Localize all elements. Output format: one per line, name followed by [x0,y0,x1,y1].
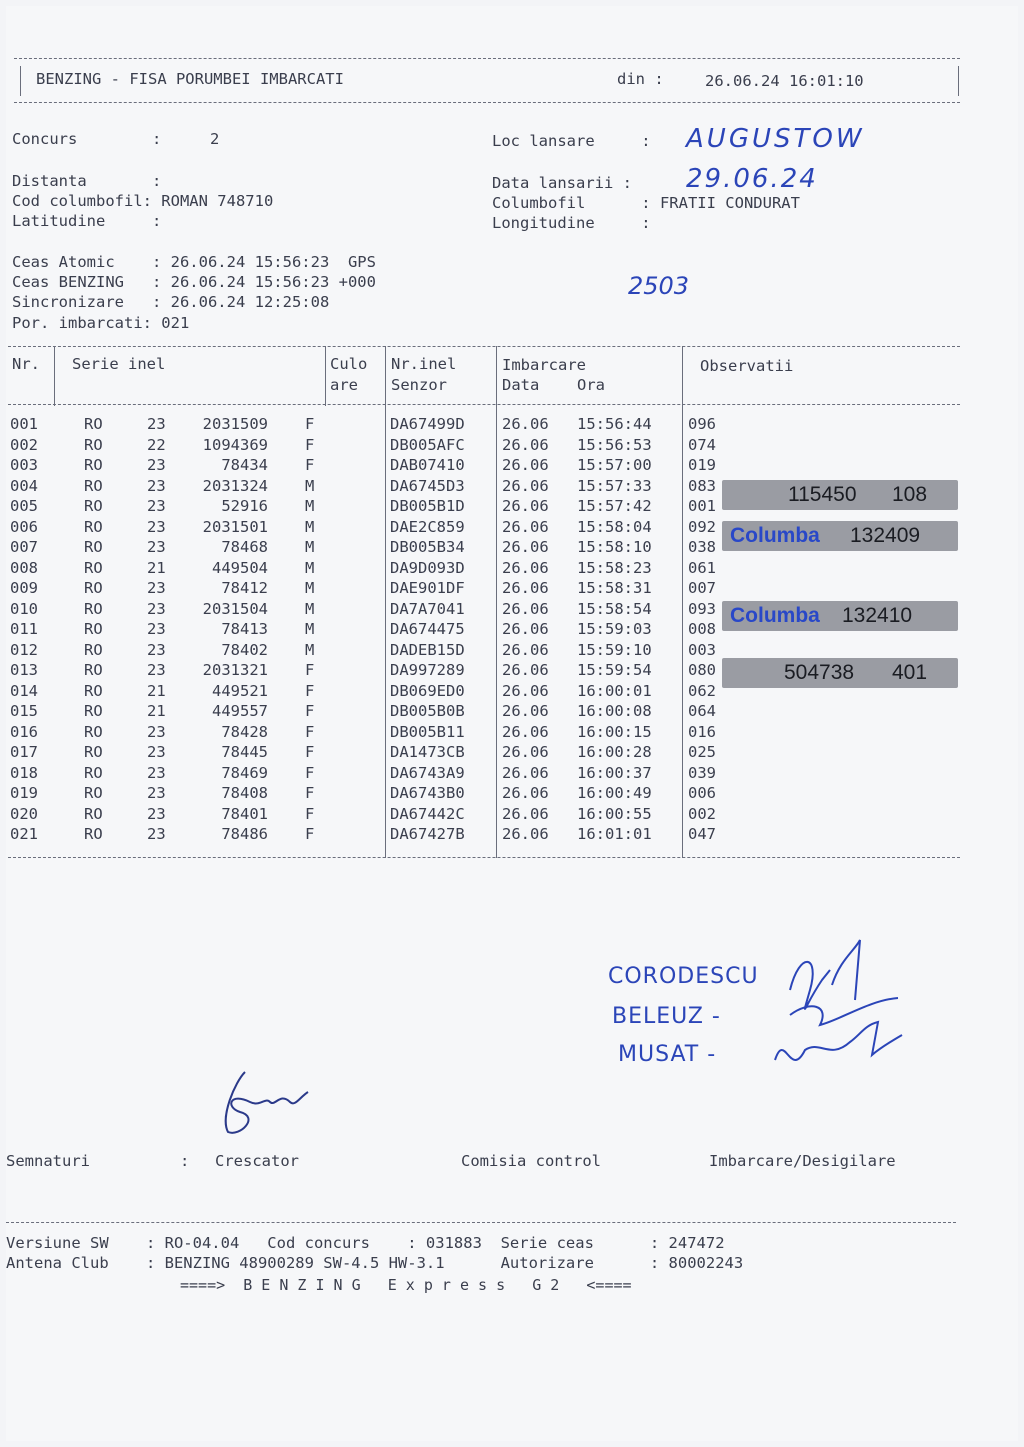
cell-senzor: DA67427B [390,825,465,843]
crescator-label: Crescator [215,1152,299,1170]
cell-observatii: 047 [688,825,716,843]
table-header-rule [8,404,960,405]
header-culo: Culo [330,355,368,373]
cell-serie: 78413 [221,620,268,638]
table-top-rule [8,346,960,347]
cell-an: 23 [147,743,166,761]
handwritten-name-1: CORODESCU [608,964,759,989]
latitudine-label: Latitudine : [12,212,162,230]
date-label: din : [617,70,664,88]
handwritten-number: 2503 [628,272,690,300]
cod-columbofil: Cod columbofil: ROMAN 748710 [12,192,274,210]
cell-observatii: 002 [688,804,716,823]
cell-data: 26.06 [502,435,549,454]
cell-serie: 78434 [221,456,268,474]
cell-observatii: 096 [688,415,716,433]
cell-senzor: DADEB15D [390,640,465,659]
cell-observatii: 083 [688,476,716,495]
cell-data: 26.06 [502,620,549,638]
cell-an: 23 [147,538,166,556]
seal-brand: Columba [730,524,820,547]
cell-ora: 16:00:01 [577,681,652,700]
semnaturi-colon: : [180,1152,190,1170]
cell-senzor: DB005B0B [390,702,465,720]
cell-data: 26.06 [502,415,549,433]
cell-data: 26.06 [502,763,549,782]
cell-serie: 2031324 [202,476,268,495]
cell-an: 23 [147,804,166,823]
cell-tara: RO [84,825,103,843]
cell-an: 23 [147,825,166,843]
date-value: 26.06.24 16:01:10 [705,72,864,90]
cell-senzor: DA997289 [390,661,465,679]
comisia-label: Comisia control [461,1152,601,1170]
signature-crescator [200,1062,320,1142]
cell-nr: 002 [10,435,38,454]
concurs-value: 2 [210,130,220,148]
col-divider-serie [325,346,326,406]
benzing-express-banner: ====> B E N Z I N G E x p r e s s G 2 <==== [180,1276,632,1294]
seal-number: 132410 [842,604,913,627]
cell-an: 21 [147,558,166,577]
handwritten-name-3: MUSAT - [618,1042,717,1067]
cell-serie: 78469 [221,763,268,782]
table-row [0,578,960,599]
cell-an: 23 [147,661,166,679]
cell-tara: RO [84,722,103,741]
seal-suffix: 108 [892,483,928,506]
header-are: are [330,376,358,394]
cell-nr: 014 [10,681,38,700]
cell-tara: RO [84,456,103,474]
seal-label [722,521,958,551]
cell-serie: 449557 [212,702,268,720]
cell-ora: 15:56:44 [577,415,652,433]
cell-observatii: 080 [688,661,716,679]
cell-ora: 15:58:31 [577,579,652,597]
header-data: Data [502,376,540,394]
cell-sex: M [305,538,315,556]
cell-observatii: 025 [688,743,716,761]
cell-senzor: DAE2C859 [390,517,465,536]
cell-observatii: 008 [688,620,716,638]
header-imbarcare: Imbarcare [502,356,586,374]
document-title: BENZING - FISA PORUMBEI IMBARCATI [36,70,344,88]
antena-line: Antena Club : BENZING 48900289 SW-4.5 HW-3.1 Autorizare : 80002243 [6,1254,744,1272]
cell-sex: M [305,558,315,577]
cell-senzor: DAE901DF [390,579,465,597]
table-row [0,414,960,435]
concurs-label: Concurs : [12,130,162,148]
cell-sex: M [305,476,315,495]
cell-nr: 015 [10,702,38,720]
signature-commission [760,930,920,1090]
cell-ora: 15:57:33 [577,476,652,495]
cell-senzor: DA674475 [390,620,465,638]
cell-serie: 2031509 [202,415,268,433]
cell-senzor: DAB07410 [390,456,465,474]
cell-an: 23 [147,476,166,495]
cell-ora: 15:59:54 [577,661,652,679]
cell-sex: F [305,702,315,720]
cell-tara: RO [84,763,103,782]
table-row [0,455,960,476]
cell-ora: 16:00:08 [577,702,652,720]
cell-senzor: DA67442C [390,804,465,823]
cell-ora: 15:58:04 [577,517,652,536]
cell-nr: 001 [10,415,38,433]
longitudine-label: Longitudine : [492,214,651,232]
cell-sex: F [305,681,315,700]
cell-nr: 007 [10,538,38,556]
cell-tara: RO [84,784,103,802]
cell-ora: 15:58:23 [577,558,652,577]
ceas-benzing: Ceas BENZING : 26.06.24 15:56:23 +000 [12,273,376,291]
cell-ora: 15:59:10 [577,640,652,659]
cell-ora: 15:56:53 [577,435,652,454]
handwritten-name-2: BELEUZ - [612,1004,721,1029]
cell-senzor: DA9D093D [390,558,465,577]
cell-tara: RO [84,517,103,536]
cell-serie: 78408 [221,784,268,802]
header-observatii: Observatii [700,357,794,375]
cell-ora: 16:01:01 [577,825,652,843]
cell-observatii: 006 [688,784,716,802]
porumbei-imbarcati: Por. imbarcati: 021 [12,314,190,332]
cell-serie: 2031501 [202,517,268,536]
cell-observatii: 038 [688,538,716,556]
cell-an: 23 [147,599,166,618]
cell-sex: M [305,640,315,659]
cell-data: 26.06 [502,825,549,843]
cell-data: 26.06 [502,579,549,597]
seal-label [722,601,958,631]
seal-number: 132409 [850,524,921,547]
cell-an: 23 [147,415,166,433]
cell-observatii: 003 [688,640,716,659]
cell-an: 23 [147,497,166,515]
cell-ora: 16:00:37 [577,763,652,782]
seal-label [722,658,958,688]
cell-serie: 1094369 [202,435,268,454]
cell-sex: F [305,435,315,454]
cell-observatii: 092 [688,517,716,536]
cell-observatii: 001 [688,497,716,515]
cell-observatii: 007 [688,579,716,597]
seal-label [722,480,958,510]
header-senzor: Senzor [391,376,447,394]
cell-nr: 005 [10,497,38,515]
seal-number: 504738 [784,661,855,684]
cell-data: 26.06 [502,558,549,577]
cell-tara: RO [84,579,103,597]
cell-tara: RO [84,640,103,659]
cell-tara: RO [84,620,103,638]
cell-observatii: 074 [688,435,716,454]
cell-senzor: DB069ED0 [390,681,465,700]
cell-sex: M [305,599,315,618]
cell-nr: 010 [10,599,38,618]
cell-tara: RO [84,743,103,761]
cell-nr: 021 [10,825,38,843]
cell-sex: F [305,743,315,761]
cell-data: 26.06 [502,476,549,495]
cell-serie: 78486 [221,825,268,843]
cell-data: 26.06 [502,538,549,556]
cell-observatii: 016 [688,722,716,741]
cell-senzor: DA67499D [390,415,465,433]
cell-nr: 013 [10,661,38,679]
table-row [0,558,960,579]
cell-sex: F [305,722,315,741]
cell-ora: 16:00:28 [577,743,652,761]
cell-tara: RO [84,702,103,720]
seal-brand: Columba [730,604,820,627]
cell-tara: RO [84,661,103,679]
data-lansarii-label: Data lansarii : [492,174,632,192]
cell-data: 26.06 [502,784,549,802]
cell-tara: RO [84,476,103,495]
cell-an: 23 [147,763,166,782]
table-bottom-rule [8,857,960,858]
columbofil: Columbofil : FRATII CONDURAT [492,194,800,212]
cell-data: 26.06 [502,804,549,823]
cell-nr: 011 [10,620,38,638]
cell-nr: 017 [10,743,38,761]
cell-serie: 2031504 [202,599,268,618]
cell-nr: 006 [10,517,38,536]
cell-tara: RO [84,804,103,823]
cell-tara: RO [84,599,103,618]
cell-sex: M [305,579,315,597]
seal-suffix: 401 [892,661,928,684]
cell-observatii: 061 [688,558,716,577]
cell-data: 26.06 [502,640,549,659]
cell-an: 23 [147,517,166,536]
cell-data: 26.06 [502,661,549,679]
cell-data: 26.06 [502,497,549,515]
cell-tara: RO [84,538,103,556]
loc-lansare-value: AUGUSTOW [686,124,865,154]
semnaturi-label: Semnaturi [6,1152,90,1170]
cell-data: 26.06 [502,517,549,536]
versiune-line: Versiune SW : RO-04.04 Cod concurs : 031883 Serie ceas : 247472 [6,1234,725,1252]
cell-data: 26.06 [502,743,549,761]
cell-nr: 018 [10,763,38,782]
cell-an: 21 [147,681,166,700]
col-divider-nr [54,346,55,406]
cell-observatii: 093 [688,599,716,618]
cell-an: 23 [147,579,166,597]
cell-serie: 449521 [212,681,268,700]
loc-lansare-label: Loc lansare : [492,132,651,150]
cell-sex: F [305,661,315,679]
cell-serie: 78401 [221,804,268,823]
sincronizare: Sincronizare : 26.06.24 12:25:08 [12,293,330,311]
cell-sex: F [305,784,315,802]
imbarcare-desigilare-label: Imbarcare/Desigilare [709,1152,896,1170]
table-row [0,435,960,456]
table-row [0,640,960,661]
cell-sex: F [305,415,315,433]
footer-rule [6,1222,956,1223]
cell-data: 26.06 [502,702,549,720]
cell-serie: 78428 [221,722,268,741]
cell-nr: 003 [10,456,38,474]
cell-ora: 16:00:55 [577,804,652,823]
cell-serie: 78468 [221,538,268,556]
cell-observatii: 019 [688,456,716,474]
header-ora: Ora [577,376,605,394]
cell-sex: M [305,620,315,638]
cell-ora: 15:57:42 [577,497,652,515]
distanta-label: Distanta : [12,172,162,190]
cell-sex: F [305,456,315,474]
header-serie: Serie inel [72,355,166,373]
cell-senzor: DA6745D3 [390,476,465,495]
cell-senzor: DB005B1D [390,497,465,515]
table-row [0,804,960,825]
seal-number: 115450 [788,483,857,506]
table-row [0,701,960,722]
cell-serie: 78412 [221,579,268,597]
cell-senzor: DA1473CB [390,743,465,761]
cell-serie: 449504 [212,558,268,577]
cell-serie: 78445 [221,743,268,761]
cell-senzor: DA6743A9 [390,763,465,782]
cell-data: 26.06 [502,722,549,741]
cell-nr: 020 [10,804,38,823]
cell-an: 23 [147,640,166,659]
cell-an: 23 [147,784,166,802]
cell-nr: 019 [10,784,38,802]
cell-data: 26.06 [502,599,549,618]
cell-senzor: DB005B34 [390,538,465,556]
cell-nr: 009 [10,579,38,597]
cell-tara: RO [84,558,103,577]
table-row [0,824,960,845]
cell-sex: M [305,497,315,515]
cell-nr: 016 [10,722,38,741]
cell-senzor: DB005AFC [390,435,465,454]
cell-an: 23 [147,456,166,474]
header-nrinel: Nr.inel [391,355,457,373]
cell-sex: F [305,825,315,843]
cell-observatii: 039 [688,763,716,782]
cell-nr: 012 [10,640,38,659]
cell-ora: 15:58:54 [577,599,652,618]
cell-senzor: DA6743B0 [390,784,465,802]
table-row [0,742,960,763]
cell-nr: 004 [10,476,38,495]
cell-ora: 15:57:00 [577,456,652,474]
cell-observatii: 064 [688,702,716,720]
cell-tara: RO [84,681,103,700]
table-row [0,783,960,804]
cell-an: 22 [147,435,166,454]
data-lansarii-value: 29.06.24 [686,164,818,194]
cell-an: 21 [147,702,166,720]
cell-tara: RO [84,415,103,433]
table-row [0,763,960,784]
cell-ora: 15:59:03 [577,620,652,638]
cell-tara: RO [84,497,103,515]
cell-sex: M [305,517,315,536]
cell-sex: F [305,763,315,782]
cell-senzor: DB005B11 [390,722,465,741]
cell-sex: F [305,804,315,823]
header-nr: Nr. [12,355,40,373]
cell-observatii: 062 [688,681,716,700]
cell-serie: 78402 [221,640,268,659]
cell-serie: 52916 [221,497,268,515]
cell-nr: 008 [10,558,38,577]
cell-an: 23 [147,722,166,741]
cell-an: 23 [147,620,166,638]
cell-data: 26.06 [502,681,549,700]
cell-tara: RO [84,435,103,454]
cell-ora: 16:00:15 [577,722,652,741]
cell-ora: 15:58:10 [577,538,652,556]
cell-senzor: DA7A7041 [390,599,465,618]
ceas-atomic: Ceas Atomic : 26.06.24 15:56:23 GPS [12,253,376,271]
cell-ora: 16:00:49 [577,784,652,802]
cell-serie: 2031321 [202,661,268,679]
table-row [0,722,960,743]
cell-data: 26.06 [502,456,549,474]
